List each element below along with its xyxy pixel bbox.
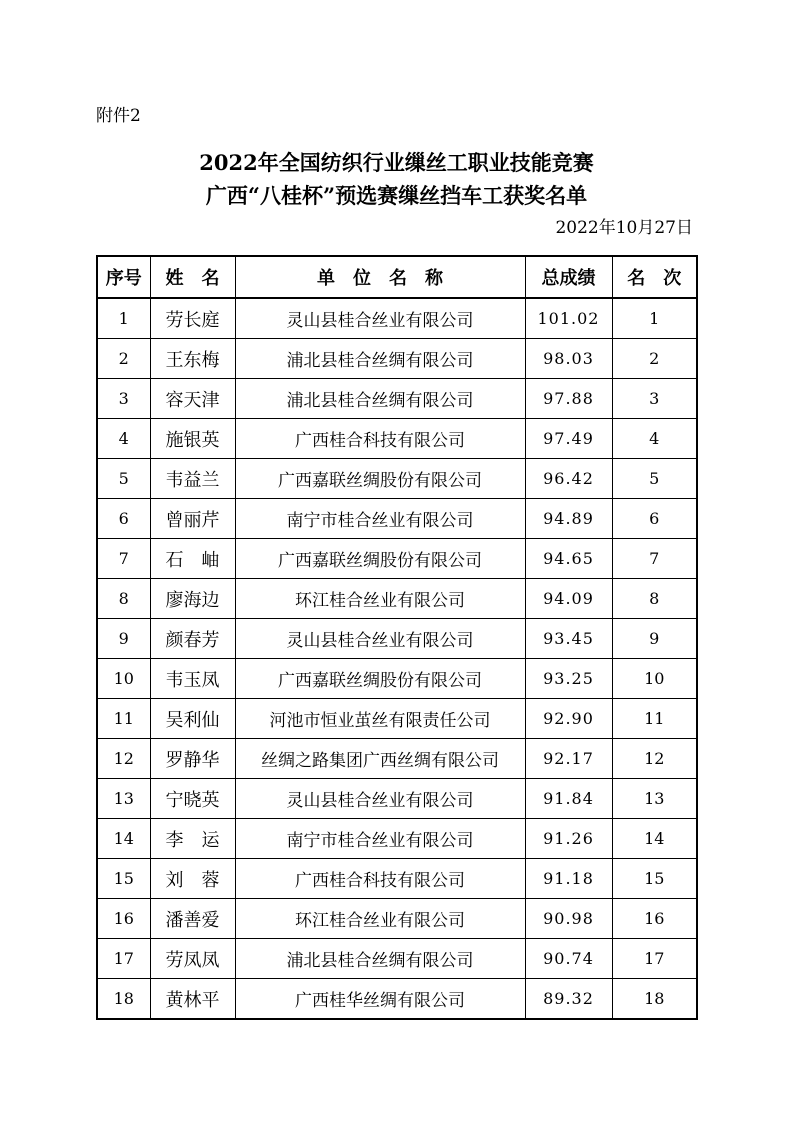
cell-total-score: 93.25 xyxy=(525,659,612,699)
cell-name: 李 运 xyxy=(150,819,235,859)
cell-unit-name: 广西嘉联丝绸股份有限公司 xyxy=(235,459,525,499)
cell-serial-number: 6 xyxy=(97,499,150,539)
cell-unit-name: 广西桂合科技有限公司 xyxy=(235,419,525,459)
cell-total-score: 97.49 xyxy=(525,419,612,459)
table-row xyxy=(97,539,697,579)
cell-name: 劳长庭 xyxy=(150,298,235,339)
header-score: 总成绩 xyxy=(525,256,612,298)
cell-total-score: 96.42 xyxy=(525,459,612,499)
cell-name: 施银英 xyxy=(150,419,235,459)
cell-name: 曾丽芹 xyxy=(150,499,235,539)
cell-serial-number: 13 xyxy=(97,779,150,819)
cell-unit-name: 广西嘉联丝绸股份有限公司 xyxy=(235,659,525,699)
table-row xyxy=(97,779,697,819)
award-table xyxy=(96,255,698,1020)
header-no: 序号 xyxy=(97,256,150,298)
cell-rank: 15 xyxy=(612,859,697,899)
cell-total-score: 94.09 xyxy=(525,579,612,619)
table-row xyxy=(97,979,697,1020)
cell-unit-name: 浦北县桂合丝绸有限公司 xyxy=(235,939,525,979)
table-row xyxy=(97,579,697,619)
cell-serial-number: 2 xyxy=(97,339,150,379)
cell-total-score: 92.90 xyxy=(525,699,612,739)
cell-unit-name: 广西桂华丝绸有限公司 xyxy=(235,979,525,1020)
cell-name: 刘 蓉 xyxy=(150,859,235,899)
table-row xyxy=(97,379,697,419)
cell-rank: 7 xyxy=(612,539,697,579)
cell-rank: 4 xyxy=(612,419,697,459)
table-row xyxy=(97,699,697,739)
cell-name: 劳凤凤 xyxy=(150,939,235,979)
cell-name: 石 岫 xyxy=(150,539,235,579)
cell-rank: 1 xyxy=(612,298,697,339)
cell-unit-name: 河池市恒业茧丝有限责任公司 xyxy=(235,699,525,739)
table-row xyxy=(97,339,697,379)
cell-serial-number: 10 xyxy=(97,659,150,699)
cell-serial-number: 16 xyxy=(97,899,150,939)
cell-rank: 16 xyxy=(612,899,697,939)
cell-name: 潘善爱 xyxy=(150,899,235,939)
cell-total-score: 94.65 xyxy=(525,539,612,579)
cell-unit-name: 灵山县桂合丝业有限公司 xyxy=(235,298,525,339)
cell-rank: 10 xyxy=(612,659,697,699)
document-title-line2: 广西“八桂杯”预选赛缫丝挡车工获奖名单 xyxy=(205,183,588,208)
cell-name: 廖海边 xyxy=(150,579,235,619)
cell-rank: 9 xyxy=(612,619,697,659)
cell-unit-name: 环江桂合丝业有限公司 xyxy=(235,579,525,619)
cell-serial-number: 15 xyxy=(97,859,150,899)
cell-rank: 13 xyxy=(612,779,697,819)
cell-unit-name: 灵山县桂合丝业有限公司 xyxy=(235,619,525,659)
table-row xyxy=(97,939,697,979)
table-row xyxy=(97,459,697,499)
cell-rank: 5 xyxy=(612,459,697,499)
cell-unit-name: 浦北县桂合丝绸有限公司 xyxy=(235,339,525,379)
table-row xyxy=(97,619,697,659)
cell-total-score: 92.17 xyxy=(525,739,612,779)
cell-total-score: 90.98 xyxy=(525,899,612,939)
cell-unit-name: 浦北县桂合丝绸有限公司 xyxy=(235,379,525,419)
cell-rank: 14 xyxy=(612,819,697,859)
cell-serial-number: 7 xyxy=(97,539,150,579)
cell-rank: 2 xyxy=(612,339,697,379)
cell-unit-name: 广西桂合科技有限公司 xyxy=(235,859,525,899)
table-row xyxy=(97,859,697,899)
table-row xyxy=(97,499,697,539)
header-rank: 名 次 xyxy=(612,256,697,298)
cell-total-score: 97.88 xyxy=(525,379,612,419)
table-body xyxy=(97,298,697,1019)
cell-name: 容天津 xyxy=(150,379,235,419)
cell-total-score: 91.26 xyxy=(525,819,612,859)
cell-serial-number: 17 xyxy=(97,939,150,979)
cell-rank: 3 xyxy=(612,379,697,419)
table-row xyxy=(97,659,697,699)
cell-name: 黄林平 xyxy=(150,979,235,1020)
cell-serial-number: 11 xyxy=(97,699,150,739)
table-header-row xyxy=(97,256,697,298)
cell-total-score: 91.84 xyxy=(525,779,612,819)
cell-serial-number: 12 xyxy=(97,739,150,779)
header-unit: 单 位 名 称 xyxy=(235,256,525,298)
cell-total-score: 94.89 xyxy=(525,499,612,539)
cell-total-score: 101.02 xyxy=(525,298,612,339)
cell-unit-name: 丝绸之路集团广西丝绸有限公司 xyxy=(235,739,525,779)
cell-name: 罗静华 xyxy=(150,739,235,779)
cell-rank: 8 xyxy=(612,579,697,619)
cell-unit-name: 环江桂合丝业有限公司 xyxy=(235,899,525,939)
cell-unit-name: 广西嘉联丝绸股份有限公司 xyxy=(235,539,525,579)
cell-serial-number: 9 xyxy=(97,619,150,659)
cell-serial-number: 3 xyxy=(97,379,150,419)
cell-rank: 12 xyxy=(612,739,697,779)
cell-name: 宁晓英 xyxy=(150,779,235,819)
cell-serial-number: 4 xyxy=(97,419,150,459)
cell-serial-number: 14 xyxy=(97,819,150,859)
cell-total-score: 98.03 xyxy=(525,339,612,379)
cell-total-score: 93.45 xyxy=(525,619,612,659)
cell-name: 韦益兰 xyxy=(150,459,235,499)
cell-total-score: 90.74 xyxy=(525,939,612,979)
cell-unit-name: 南宁市桂合丝业有限公司 xyxy=(235,499,525,539)
cell-serial-number: 8 xyxy=(97,579,150,619)
cell-serial-number: 1 xyxy=(97,298,150,339)
cell-rank: 11 xyxy=(612,699,697,739)
header-name: 姓 名 xyxy=(150,256,235,298)
cell-name: 韦玉凤 xyxy=(150,659,235,699)
document-date: 2022年10月27日 xyxy=(555,218,693,238)
attachment-label: 附件2 xyxy=(96,106,141,126)
table-row xyxy=(97,298,697,339)
table-row xyxy=(97,899,697,939)
cell-total-score: 89.32 xyxy=(525,979,612,1020)
table-row xyxy=(97,739,697,779)
cell-name: 吴利仙 xyxy=(150,699,235,739)
table-row xyxy=(97,419,697,459)
cell-unit-name: 灵山县桂合丝业有限公司 xyxy=(235,779,525,819)
table-row xyxy=(97,819,697,859)
cell-rank: 6 xyxy=(612,499,697,539)
cell-serial-number: 18 xyxy=(97,979,150,1020)
cell-total-score: 91.18 xyxy=(525,859,612,899)
document-title-line1: 2022年全国纺织行业缫丝工职业技能竞赛 xyxy=(199,150,594,175)
cell-rank: 18 xyxy=(612,979,697,1020)
cell-rank: 17 xyxy=(612,939,697,979)
cell-serial-number: 5 xyxy=(97,459,150,499)
cell-name: 王东梅 xyxy=(150,339,235,379)
cell-unit-name: 南宁市桂合丝业有限公司 xyxy=(235,819,525,859)
cell-name: 颜春芳 xyxy=(150,619,235,659)
